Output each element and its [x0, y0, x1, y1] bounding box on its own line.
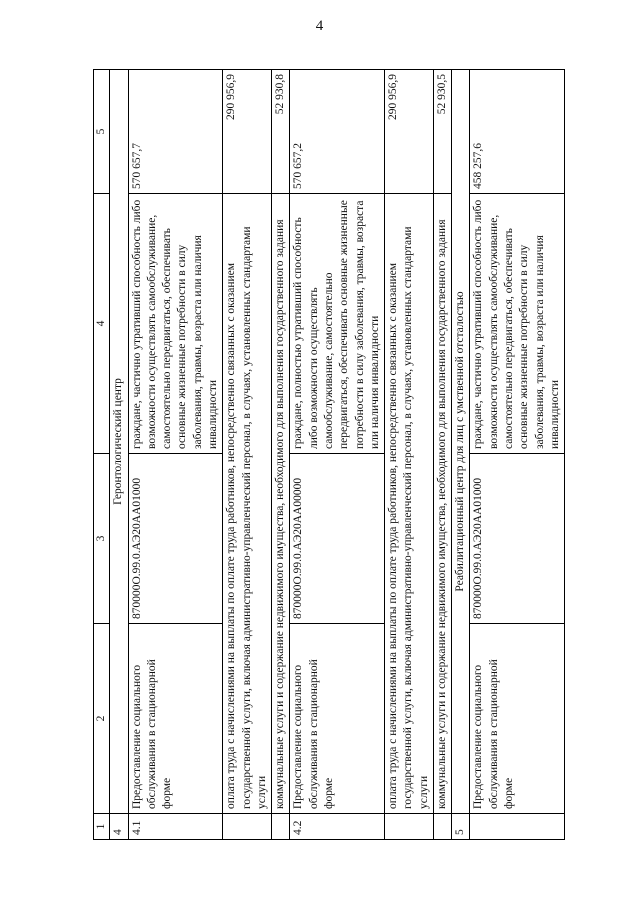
header-cell: 3	[94, 454, 110, 624]
row-number: 4.2	[290, 814, 385, 840]
row-number	[470, 814, 565, 840]
empty-cell	[272, 814, 290, 840]
header-cell: 1	[94, 814, 110, 840]
amount-value: 570 657,7	[128, 70, 223, 194]
amount-value: 52 930,8	[272, 70, 290, 194]
service-code: 870000О.99.0.АЭ20АА01000	[128, 454, 223, 624]
service-row	[128, 70, 223, 840]
service-row	[290, 70, 385, 840]
recipient-description: граждане, частично утративший способность либо возможности осуществлять самообслуживание, самостоятельно передвигаться, обеспечивать основные жизненные потребности в силу заболевания, травмы, возраста или наличия инвалидности	[470, 194, 565, 454]
amount-value: 290 956,9	[223, 70, 272, 194]
amount-value: 458 257,6	[470, 70, 565, 194]
cost-item-text: оплата труда с начислениями на выплаты по оплате труда работников, непосредственно связанных с оказанием государственной услуги, включая административно-управленческий персонал, в случаях, установленных стандартами услуги	[223, 194, 272, 814]
recipient-description: граждане, полностью утративший способность либо возможности осуществлять самообслуживание, самостоятельно передвигаться, обеспечивать основные жизненные потребности в силу заболевания, травмы, возраста или наличия инвалидности	[290, 194, 385, 454]
row-number: 4.1	[128, 814, 223, 840]
amount-value: 290 956,9	[385, 70, 434, 194]
section-title: Реабилитационный центр для лиц с умственной отсталостью	[452, 70, 470, 814]
amount-value: 570 657,2	[290, 70, 385, 194]
empty-cell	[433, 814, 451, 840]
section-number: 5	[452, 814, 470, 840]
rotated-table-container	[93, 70, 613, 840]
budget-table	[93, 69, 565, 840]
empty-cell	[385, 814, 434, 840]
cost-item-text: коммунальные услуги и содержание недвижимого имущества, необходимого для выполнения государственного задания	[433, 194, 451, 814]
cost-item-row	[433, 70, 451, 840]
cost-item-row	[385, 70, 434, 840]
header-cell: 5	[94, 70, 110, 194]
cost-item-text: оплата труда с начислениями на выплаты по оплате труда работников, непосредственно связанных с оказанием государственной услуги, включая административно-управленческий персонал, в случаях, установленных стандартами услуги	[385, 194, 434, 814]
header-cell: 4	[94, 194, 110, 454]
section-row	[110, 70, 128, 840]
service-name: Предоставление социального обслуживания в стационарной форме	[470, 624, 565, 814]
service-name: Предоставление социального обслуживания в стационарной форме	[290, 624, 385, 814]
service-code: 870000О.99.0.АЭ20АА00000	[290, 454, 385, 624]
header-cell: 2	[94, 624, 110, 814]
amount-value: 52 930,5	[433, 70, 451, 194]
table-header-row	[94, 70, 110, 840]
service-name: Предоставление социального обслуживания в стационарной форме	[128, 624, 223, 814]
cost-item-text: коммунальные услуги и содержание недвижимого имущества, необходимого для выполнения государственного задания	[272, 194, 290, 814]
page-number: 4	[315, 18, 324, 34]
empty-cell	[223, 814, 272, 840]
recipient-description: граждане, частично утративший способность либо возможности осуществлять самообслуживание, самостоятельно передвигаться, обеспечивать основные жизненные потребности в силу заболевания, травмы, возраста или наличия инвалидности	[128, 194, 223, 454]
service-code: 870000О.99.0.АЭ20АА01000	[470, 454, 565, 624]
service-row	[470, 70, 565, 840]
cost-item-row	[223, 70, 272, 840]
cost-item-row	[272, 70, 290, 840]
section-row	[452, 70, 470, 840]
section-number: 4	[110, 814, 128, 840]
section-title: Геронтологический центр	[110, 70, 128, 814]
